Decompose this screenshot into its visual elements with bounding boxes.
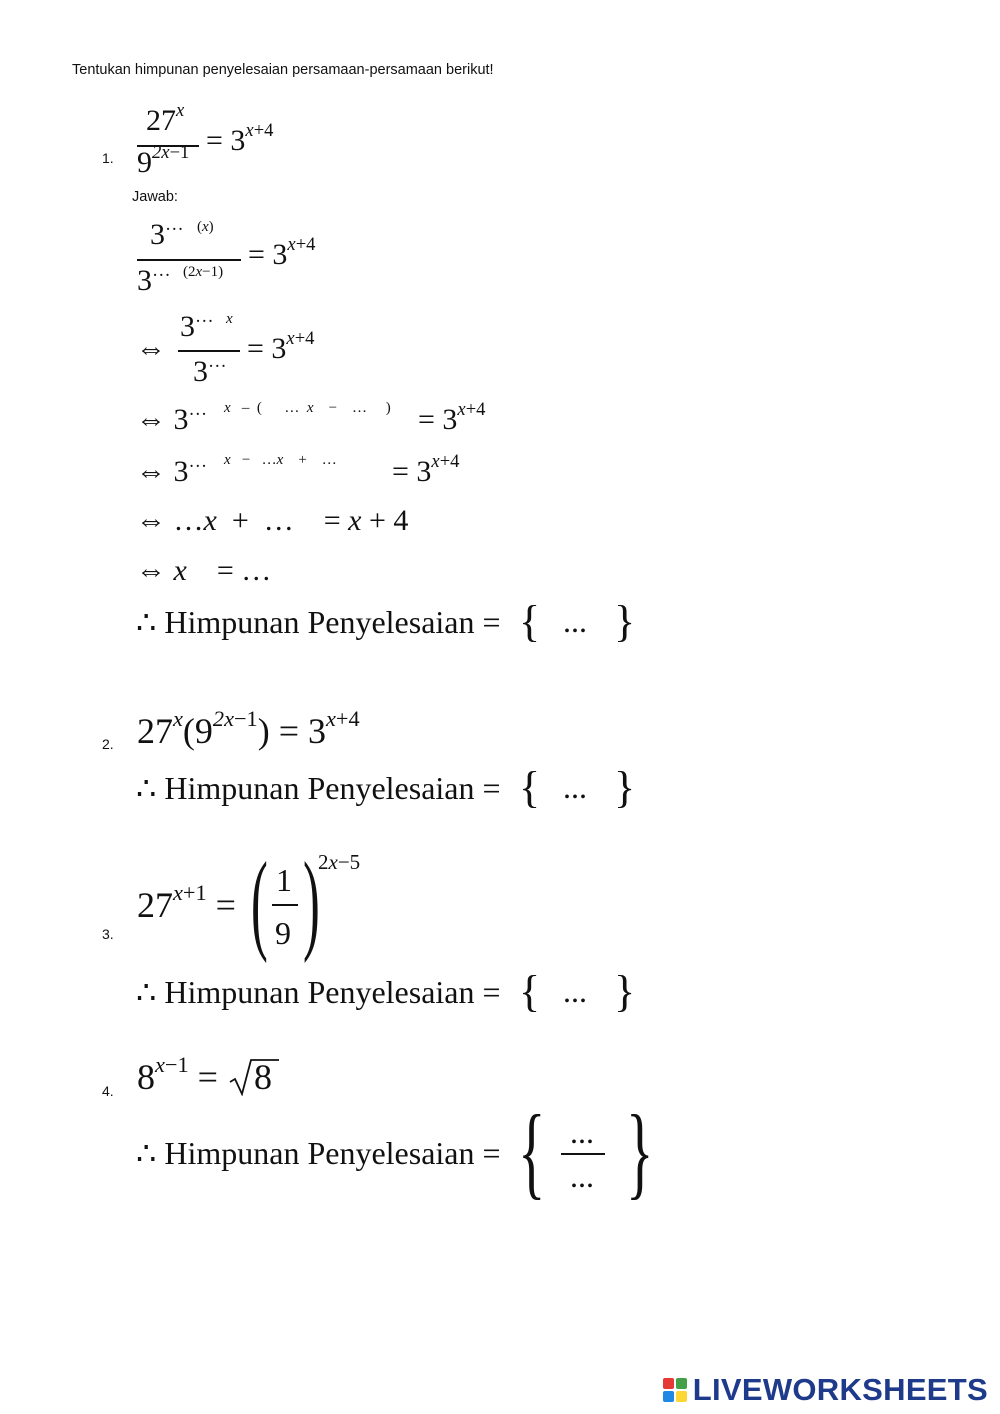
solution-set-1-close-brace: } xyxy=(614,597,636,646)
solution-set-3-label: ∴ Himpunan Penyelesaian = xyxy=(136,974,501,1010)
solution-set-2-label: ∴ Himpunan Penyelesaian = xyxy=(136,770,501,806)
solution-set-1-label: ∴ Himpunan Penyelesaian = xyxy=(136,604,501,640)
solution-set-2-blank[interactable]: ... xyxy=(563,769,587,805)
logo-tile-1 xyxy=(663,1378,674,1389)
logo-icon xyxy=(663,1378,687,1402)
solution-set-4-close-brace: } xyxy=(626,1094,654,1209)
solution-set-3-blank[interactable]: ... xyxy=(563,973,587,1009)
solution-set-4-label: ∴ Himpunan Penyelesaian = xyxy=(136,1135,501,1171)
solution-set-4-open-brace: { xyxy=(518,1094,546,1209)
solution-set-4-denominator-blank[interactable]: ... xyxy=(570,1158,594,1194)
logo-tile-3 xyxy=(663,1391,674,1402)
solution-set-1-blank[interactable]: ... xyxy=(563,603,587,639)
step-6: ⇔ x = … xyxy=(136,554,272,587)
solution-set-2-open-brace: { xyxy=(519,763,541,812)
solution-set-1-open-brace: { xyxy=(519,597,541,646)
solution-set-2-close-brace: } xyxy=(614,763,636,812)
problem-4-number: 4. xyxy=(102,1083,114,1099)
liveworksheets-logo xyxy=(663,1372,988,1408)
logo-text: LIVEWORKSHEETS xyxy=(692,1372,988,1407)
problem-3-number: 3. xyxy=(102,926,114,942)
problem-1-number: 1. xyxy=(102,150,114,166)
jawab-label: Jawab: xyxy=(132,189,178,205)
logo-tile-2 xyxy=(676,1378,687,1389)
problem-2-number: 2. xyxy=(102,736,114,752)
solution-set-3-close-brace: } xyxy=(614,967,636,1016)
instruction-text: Tentukan himpunan penyelesaian persamaan-persamaan berikut! xyxy=(72,62,494,78)
problem-2-equation: $27^x(9^{2x-1}) = 3^{x+4}$ xyxy=(137,706,360,751)
step-5: ⇔ …x + … = x + 4 xyxy=(136,504,409,537)
solution-set-4-numerator-blank[interactable]: ... xyxy=(570,1114,594,1150)
solution-set-3-open-brace: { xyxy=(519,967,541,1016)
logo-tile-4 xyxy=(676,1391,687,1402)
